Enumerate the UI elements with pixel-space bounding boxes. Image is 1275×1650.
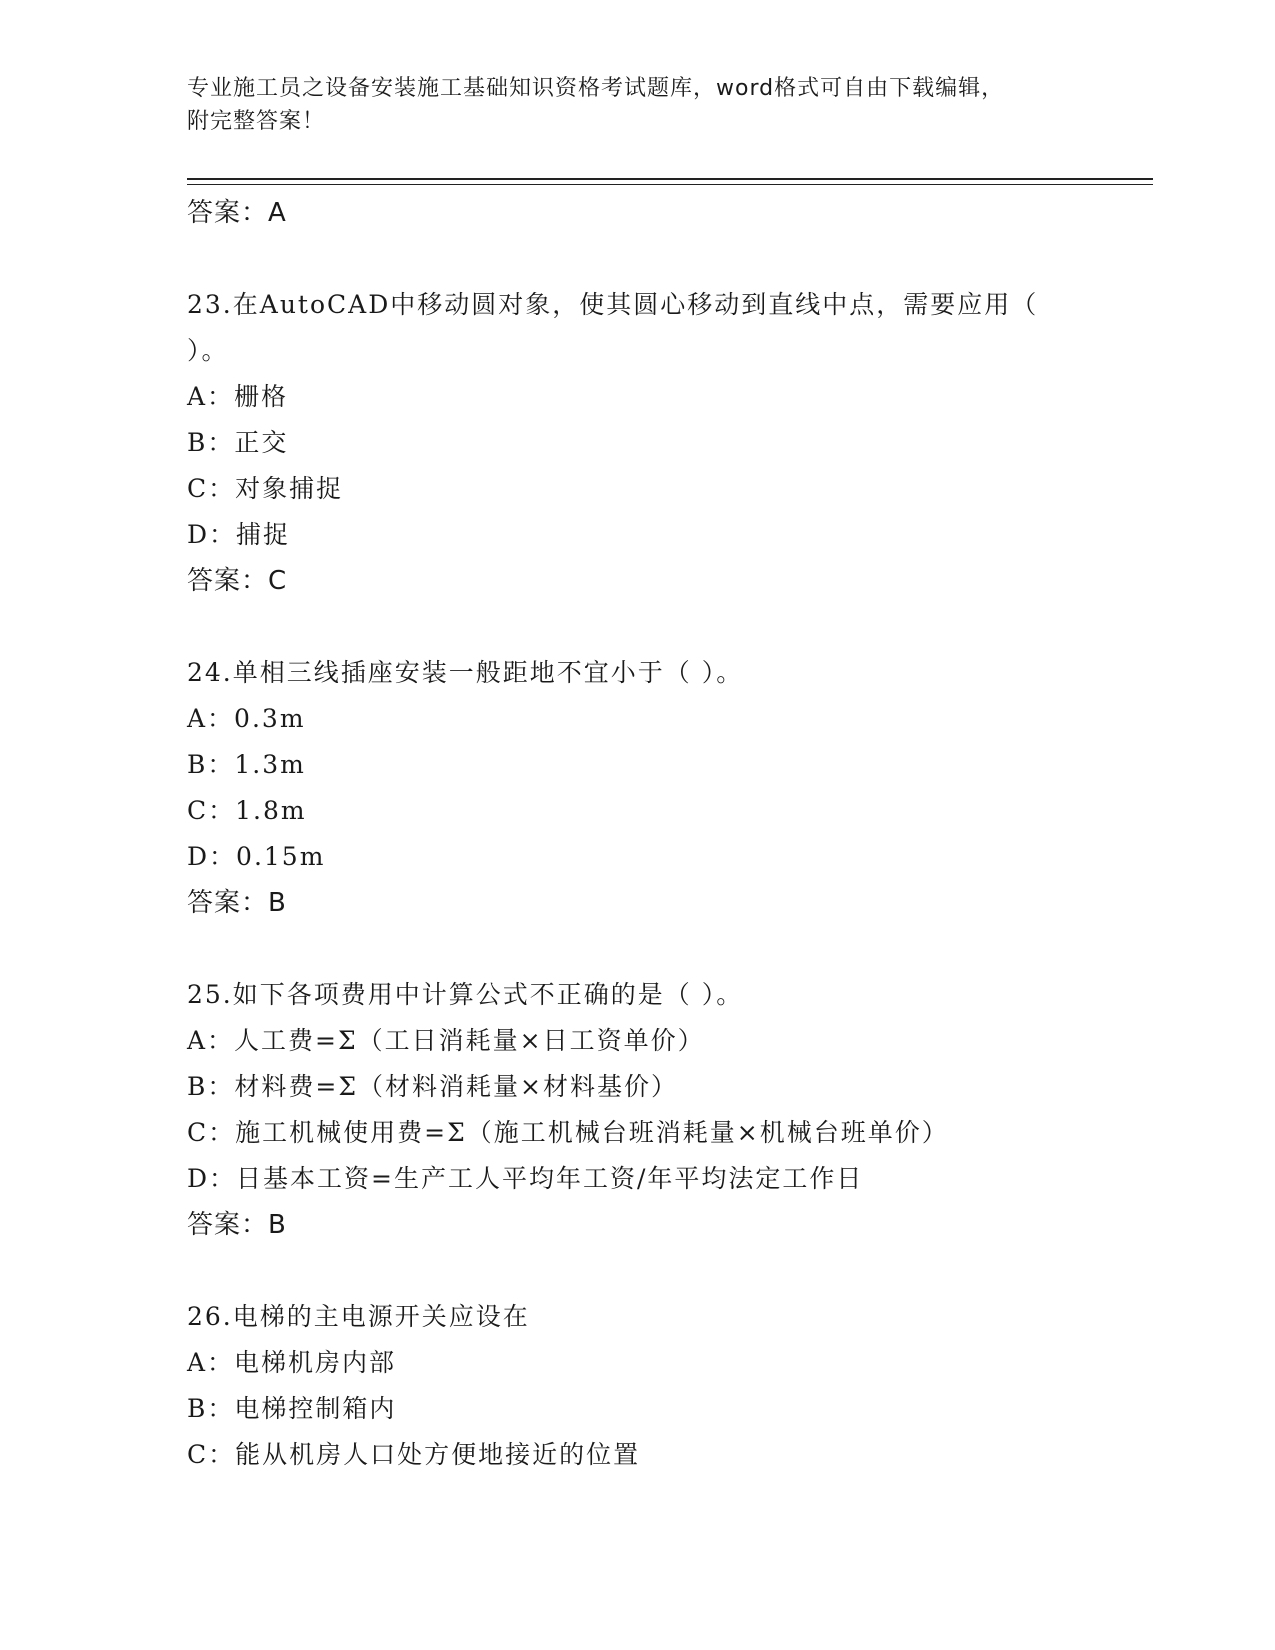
question-23 (187, 282, 1153, 604)
question-stem-continued: ）。 (187, 336, 229, 365)
option-c: C：对象捕捉 (187, 474, 344, 503)
answer: 答案：B (187, 888, 287, 918)
answer: 答案：B (187, 1210, 287, 1240)
spacer (187, 236, 1153, 282)
question-24 (187, 650, 1153, 926)
question-stem: 25.如下各项费用中计算公式不正确的是（ ）。 (187, 980, 744, 1009)
option-a: A：0.3m (187, 704, 306, 733)
option-d: D：0.15m (187, 842, 326, 871)
previous-answer: 答案：A (187, 198, 287, 228)
option-c: C：能从机房人口处方便地接近的位置 (187, 1440, 641, 1469)
spacer (187, 926, 1153, 972)
question-26 (187, 1294, 1153, 1478)
option-c: C：1.8m (187, 796, 307, 825)
option-a: A：栅格 (187, 382, 289, 411)
option-a: A：电梯机房内部 (187, 1348, 397, 1377)
header-divider (187, 178, 1153, 185)
option-c: C：施工机械使用费=Σ（施工机械台班消耗量×机械台班单价） (187, 1118, 949, 1147)
question-stem: 26.电梯的主电源开关应设在 (187, 1302, 530, 1331)
option-b: B：材料费=Σ（材料消耗量×材料基价） (187, 1072, 678, 1101)
option-a: A：人工费=Σ（工日消耗量×日工资单价） (187, 1026, 705, 1055)
option-d: D：日基本工资=生产工人平均年工资/年平均法定工作日 (187, 1164, 864, 1193)
header-line-1: 专业施工员之设备安装施工基础知识资格考试题库，word格式可自由下载编辑， (187, 76, 1005, 101)
document-header (187, 72, 1087, 138)
header-line-2: 附完整答案！ (187, 109, 326, 134)
option-b: B：正交 (187, 428, 289, 457)
question-25 (187, 972, 1153, 1248)
question-stem: 23.在AutoCAD中移动圆对象，使其圆心移动到直线中点，需要应用（ (187, 290, 1039, 319)
option-b: B：1.3m (187, 750, 306, 779)
answer: 答案：C (187, 566, 288, 596)
question-list (187, 190, 1153, 1478)
spacer (187, 604, 1153, 650)
spacer (187, 1248, 1153, 1294)
option-b: B：电梯控制箱内 (187, 1394, 397, 1423)
option-d: D：捕捉 (187, 520, 291, 549)
question-stem: 24.单相三线插座安装一般距地不宜小于（ ）。 (187, 658, 744, 687)
